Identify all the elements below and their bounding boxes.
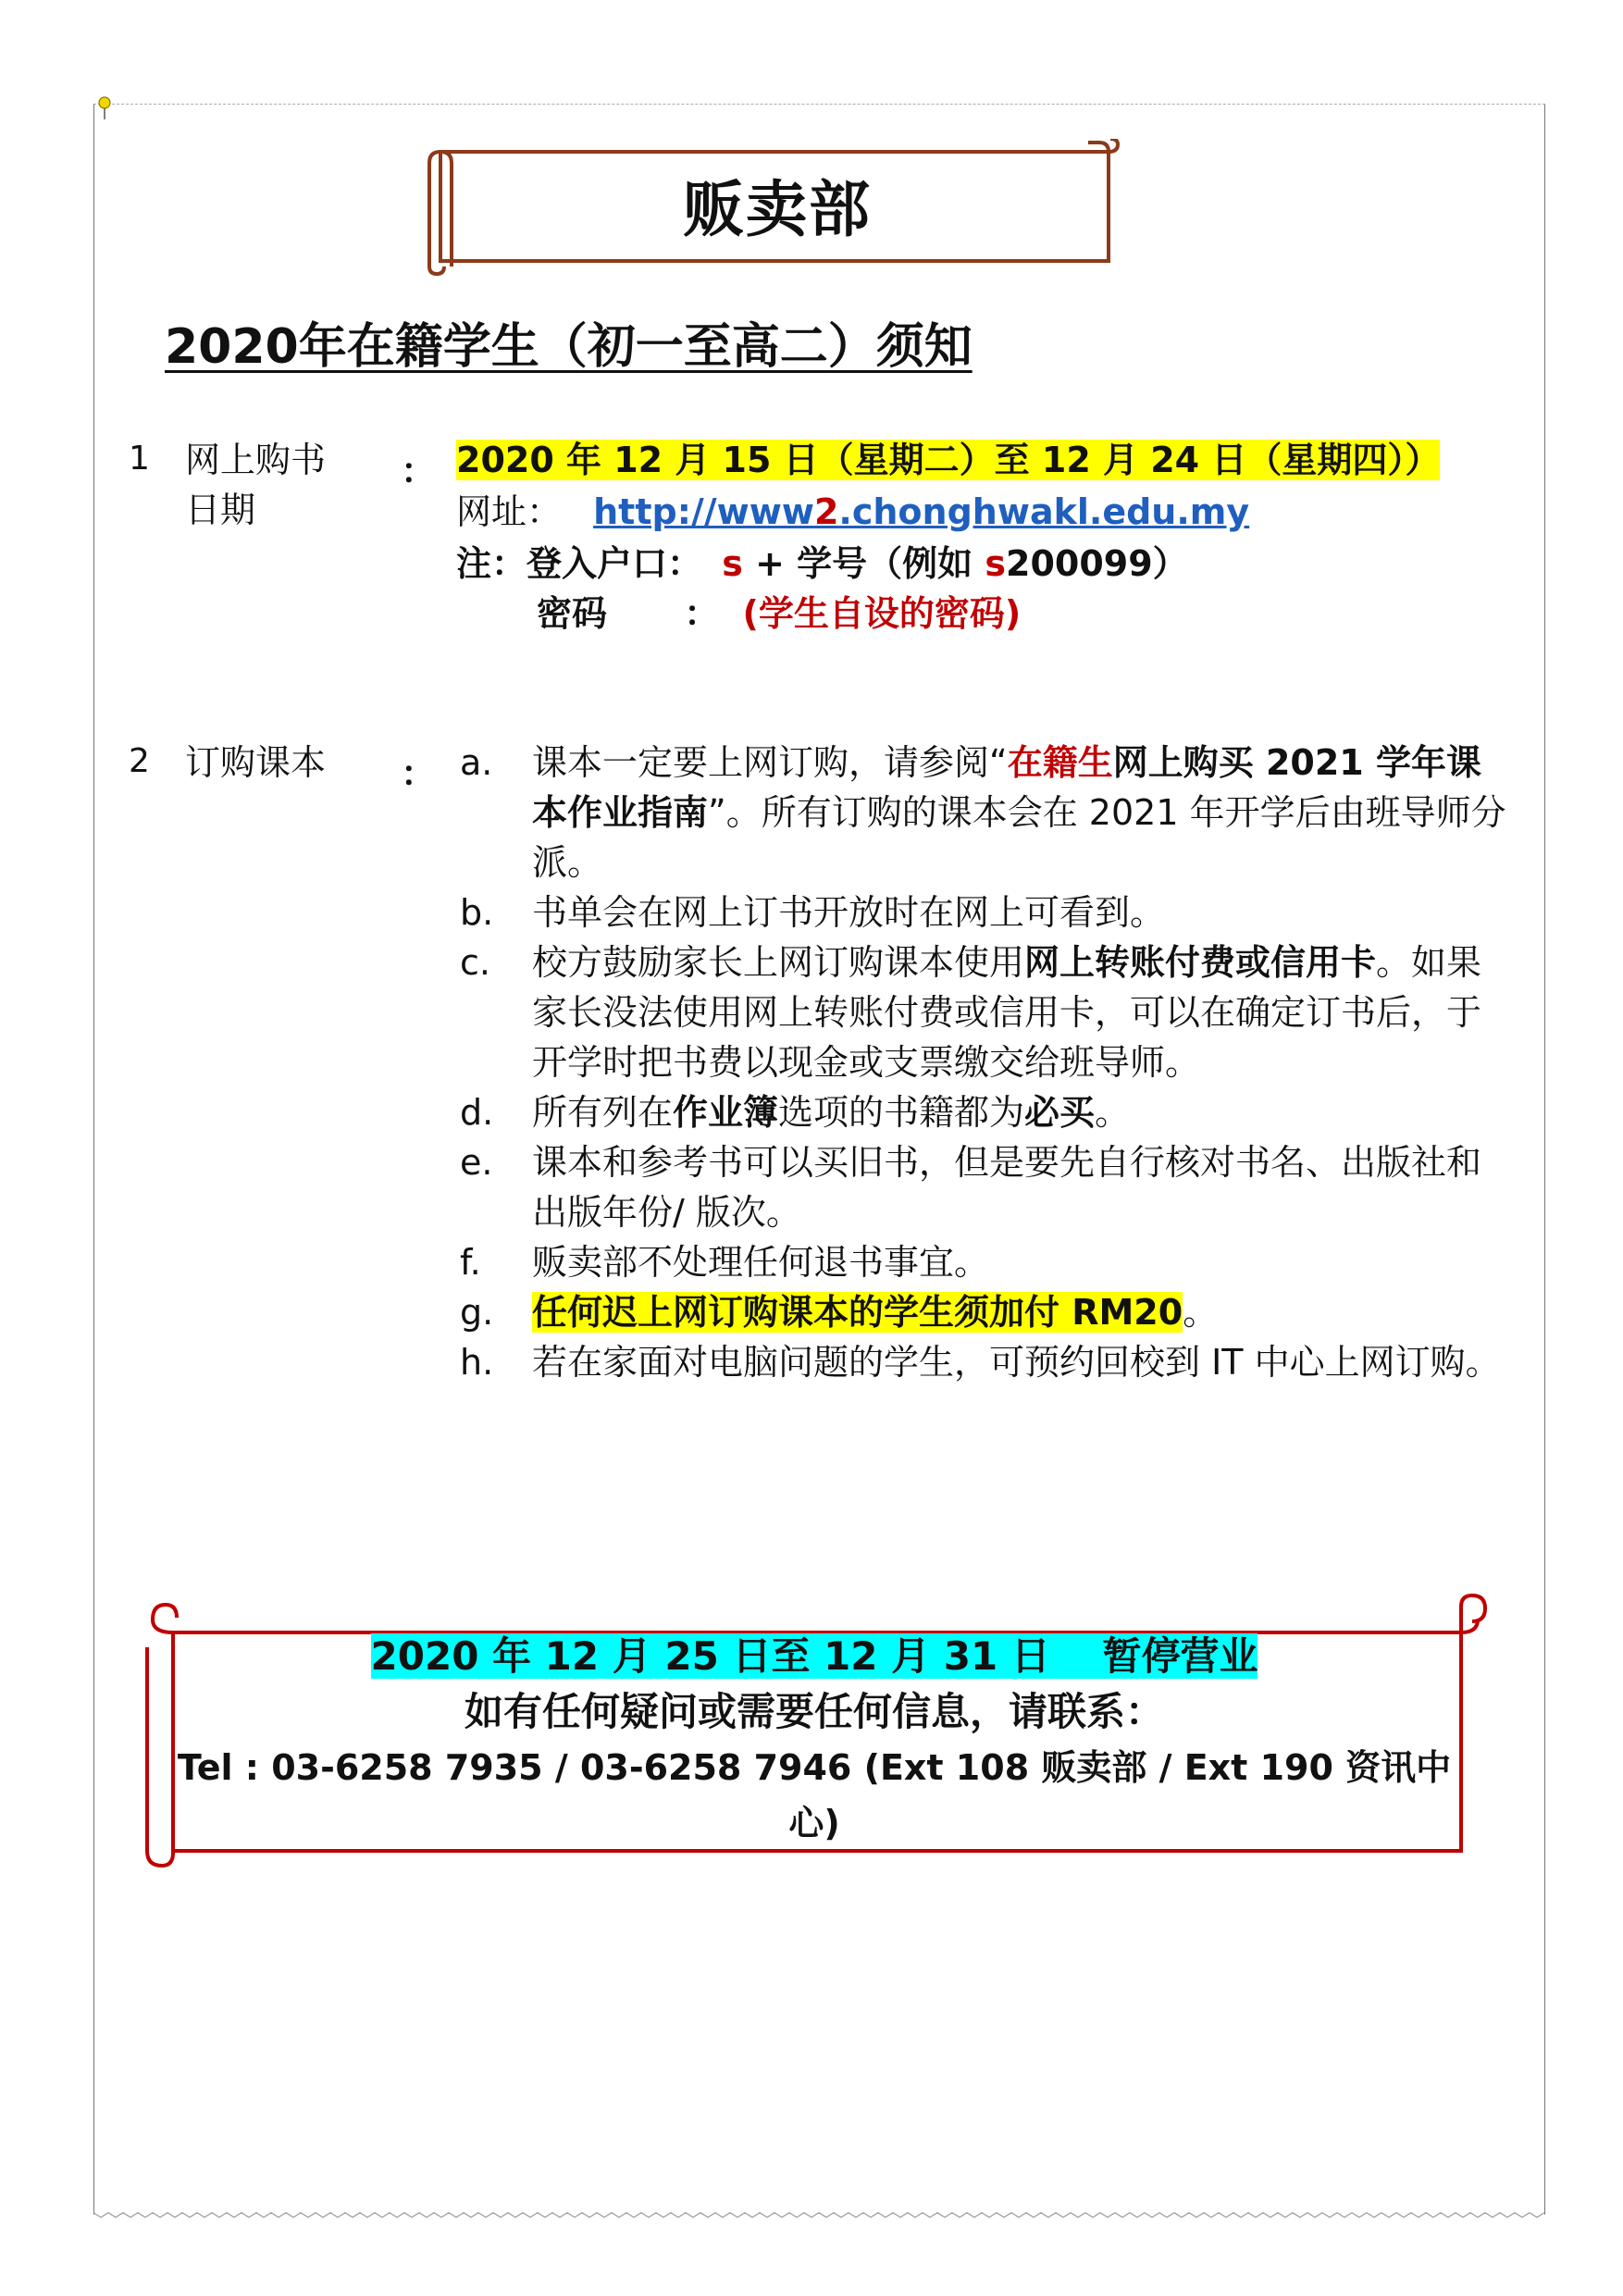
section-colon: ： — [401, 451, 437, 491]
pushpin-icon — [96, 96, 113, 120]
order-rules-list — [460, 738, 1515, 1387]
login-example: 200099） — [1006, 543, 1188, 584]
login-note-label: 注：登入户口： — [456, 543, 703, 584]
list-item: g. 任何迟上网订购课本的学生须加付 RM20。 — [460, 1292, 1219, 1333]
section-colon: ： — [401, 753, 437, 794]
date-range-text: 2020 年 12 月 15 日（星期二）至 12 月 24 日（星期四）） — [456, 440, 1441, 480]
contact-prompt: 如有任何疑问或需要任何信息，请联系： — [464, 1689, 1164, 1734]
list-item: h. 若在家面对电脑问题的学生，可预约回校到 IT 中心上网订购。 — [460, 1342, 1501, 1383]
page-border-bottom — [93, 2210, 1544, 2219]
password-value: (学生自设的密码) — [742, 593, 1022, 634]
section-label-cont: 日期 — [185, 490, 256, 530]
list-item: b. 书单会在网上订书开放时在网上可看到。 — [460, 892, 1166, 933]
password-note — [537, 589, 1021, 639]
list-item: f. 贩卖部不处理任何退书事宜。 — [460, 1242, 990, 1283]
login-note — [456, 539, 1188, 589]
section-label: 网上购书 — [185, 440, 327, 480]
section-label: 订购课本 — [185, 742, 327, 783]
password-label: 密码 — [537, 593, 608, 634]
list-item: e. 课本和参考书可以买旧书，但是要先自行核对书名、出版社和出版年份/ 版次。 — [460, 1142, 1482, 1233]
closure-notice: 2020 年 12 月 25 日至 12 月 31 日 暂停营业 — [370, 1633, 1258, 1679]
list-item: c. 校方鼓励家长上网订购课本使用网上转账付费或信用卡。如果家长没法使用网上转账付费或信用卡，可以在确定订书后，于开学时把书费以现金或支票缴交给班导师。 — [460, 942, 1482, 1083]
list-item: d. 所有列在作业簿选项的书籍都为必买。 — [460, 1092, 1131, 1133]
website-line — [456, 487, 1249, 537]
section-number: 2 — [129, 742, 150, 780]
notice-heading: 2020年在籍学生（初一至高二）须知 — [165, 319, 973, 375]
page-title: 贩卖部 — [683, 173, 872, 245]
login-student-id: + 学号（例如 — [742, 543, 985, 584]
section-number: 1 — [129, 440, 150, 478]
login-prefix: s — [722, 543, 743, 584]
website-label: 网址： — [456, 491, 563, 532]
notice-box — [167, 1629, 1462, 1851]
website-link[interactable]: http://www2.chonghwakl.edu.my — [593, 491, 1250, 532]
contact-phone: Tel : 03-6258 7935 / 03-6258 7946 (Ext 108 贩卖部 / Ext 190 资讯中心) — [177, 1747, 1452, 1843]
login-example-prefix: s — [985, 543, 1007, 584]
password-colon: ： — [684, 593, 720, 634]
list-item: a. 课本一定要上网订购，请参阅“在籍生网上购买 2021 学年课本作业指南”。所有订购的课本会在 2021 年开学后由班导师分派。 — [460, 742, 1506, 883]
order-date-range — [456, 435, 1440, 485]
